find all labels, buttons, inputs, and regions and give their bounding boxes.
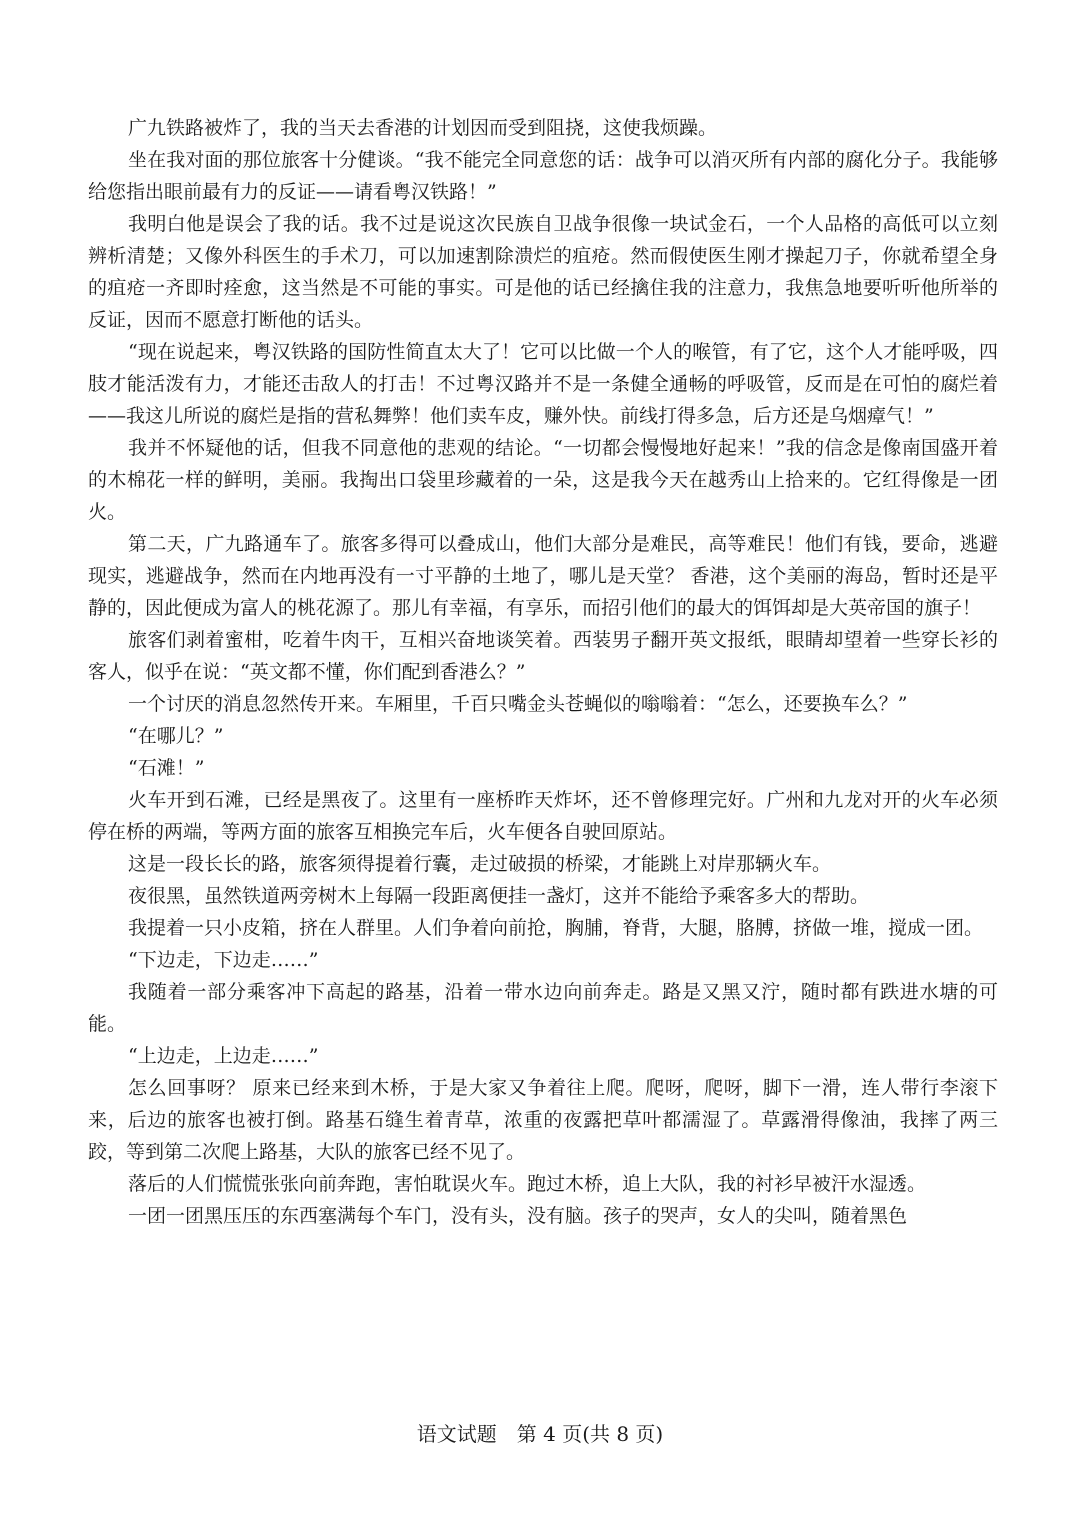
paragraph: 夜很黑，虽然铁道两旁树木上每隔一段距离便挂一盏灯，这并不能给予乘客多大的帮助。	[128, 885, 870, 907]
paragraph: 一个讨厌的消息忽然传开来。车厢里，千百只嘴金头苍蝇似的嗡嗡着：“怎么，还要换车么？”	[128, 693, 908, 715]
paragraph: 我随着一部分乘客冲下高起的路基，沿着一带水边向前奔走。路是又黑又泞，随时都有跌进水塘的可能。	[88, 981, 998, 1035]
paragraph: 这是一段长长的路，旅客须得提着行囊，走过破损的桥梁，才能跳上对岸那辆火车。	[128, 853, 832, 875]
paragraph: 火车开到石滩，已经是黑夜了。这里有一座桥昨天炸坏，还不曾修理完好。广州和九龙对开的火车必须停在桥的两端，等两方面的旅客互相换完车后，火车便各自驶回原站。	[88, 789, 998, 843]
paragraph: 第二天，广九路通车了。旅客多得可以叠成山，他们大部分是难民，高等难民！他们有钱，要命，逃避现实，逃避战争，然而在内地再没有一寸平静的土地了，哪儿是天堂？ 香港，这个美丽的海岛，暂时还是平静的，因此便成为富人的桃花源了。那儿有幸福，有享乐，而招引他们的最大的饵饵却是大英帝国的旗子！	[88, 533, 998, 619]
paragraph: “石滩！”	[128, 757, 205, 779]
paragraph: 落后的人们慌慌张张向前奔跑，害怕耽误火车。跑过木桥，追上大队，我的衬衫早被汗水湿透。	[128, 1173, 927, 1195]
paragraph: “现在说起来，粤汉铁路的国防性简直太大了！它可以比做一个人的喉管，有了它，这个人才能呼吸，四肢才能活泼有力，才能还击敌人的打击！不过粤汉路并不是一条健全通畅的呼吸管，反而是在可怕的腐烂着——我这儿所说的腐烂是指的营私舞弊！他们卖车皮，赚外快。前线打得多急，后方还是乌烟瘴气！”	[88, 341, 998, 427]
passage-body	[88, 112, 998, 1232]
paragraph: “上边走，上边走……”	[128, 1045, 319, 1067]
paragraph: “在哪儿？”	[128, 725, 224, 747]
paragraph: 一团一团黑压压的东西塞满每个车门，没有头，没有脑。孩子的哭声，女人的尖叫，随着黑色	[128, 1205, 908, 1227]
paragraph: “下边走，下边走……”	[128, 949, 319, 971]
paragraph: 我明白他是误会了我的话。我不过是说这次民族自卫战争很像一块试金石，一个人品格的高低可以立刻辨析清楚；又像外科医生的手术刀，可以加速割除溃烂的疽疮。然而假使医生刚才操起刀子，你就希望全身的疽疮一齐即时痊愈，这当然是不可能的事实。可是他的话已经擒住我的注意力，我焦急地要听听他所举的反证，因而不愿意打断他的话头。	[88, 213, 998, 331]
paragraph: 广九铁路被炸了，我的当天去香港的计划因而受到阻挠，这使我烦躁。	[128, 117, 718, 139]
paragraph: 旅客们剥着蜜柑，吃着牛肉干，互相兴奋地谈笑着。西装男子翻开英文报纸，眼睛却望着一些穿长衫的客人，似乎在说：“英文都不懂，你们配到香港么？”	[88, 629, 998, 683]
paragraph: 怎么回事呀？ 原来已经来到木桥，于是大家又争着往上爬。爬呀，爬呀，脚下一滑，连人带行李滚下来，后边的旅客也被打倒。路基石缝生着青草，浓重的夜露把草叶都濡湿了。草露滑得像油，我摔了两三跤，等到第二次爬上路基，大队的旅客已经不见了。	[88, 1077, 998, 1163]
paragraph: 我并不怀疑他的话，但我不同意他的悲观的结论。“一切都会慢慢地好起来！”我的信念是像南国盛开着的木棉花一样的鲜明，美丽。我掏出口袋里珍藏着的一朵，这是我今天在越秀山上拾来的。它红得像是一团火。	[88, 437, 998, 523]
paragraph: 我提着一只小皮箱，挤在人群里。人们争着向前抢，胸脯，脊背，大腿，胳膊，挤做一堆，搅成一团。	[128, 917, 984, 939]
paragraph: 坐在我对面的那位旅客十分健谈。“我不能完全同意您的话：战争可以消灭所有内部的腐化分子。我能够给您指出眼前最有力的反证——请看粤汉铁路！”	[88, 149, 998, 203]
page-footer: 语文试题 第 4 页(共 8 页)	[416, 1422, 664, 1446]
